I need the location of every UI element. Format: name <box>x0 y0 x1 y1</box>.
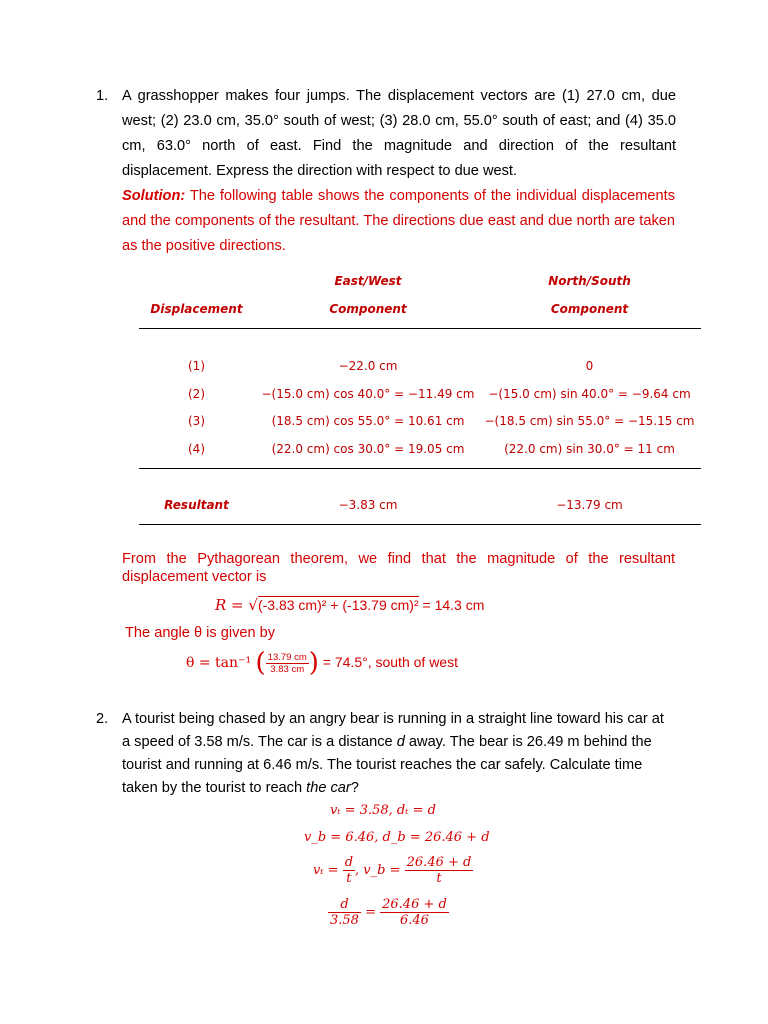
equation-tourist: vₜ = 3.58, dₜ = d <box>330 803 436 818</box>
question-text: A grasshopper makes four jumps. The displacement vectors are (1) 27.0 cm, due west; (2) 23.0 cm, 35.0° south of west; (3) 28.0 cm, 55.0° south of east; and (4) 35.0 cm, 63.0° north of east. Find the magnitude and direction of the resultant displacement. Express the direction with respect to due west. <box>122 88 676 179</box>
header-component: Component <box>329 302 407 316</box>
question-1 <box>96 84 676 184</box>
header-component: Component <box>550 302 629 316</box>
row-ew: −22.0 cm <box>338 359 398 373</box>
row-label: (4) <box>188 442 205 456</box>
question-2 <box>96 708 676 800</box>
equation-bear: v_b = 6.46, d_b = 26.46 + d <box>304 830 490 845</box>
table-rule <box>139 468 701 469</box>
solution-text: The following table shows the components of the individual displacements and the components of the resultant. The directions due east and due north are taken as the positive directions. <box>122 188 675 254</box>
radicand: (-3.83 cm)² + (-13.79 cm)² <box>257 597 419 613</box>
row-ew: (22.0 cm) cos 30.0° = 19.05 cm <box>271 442 465 456</box>
row-ew: (18.5 cm) cos 55.0° = 10.61 cm <box>271 414 465 428</box>
resultant-ns: −13.79 cm <box>556 498 623 512</box>
header-east-west: East/West <box>334 274 402 288</box>
solution-label: Solution: <box>122 188 186 204</box>
equation-velocities: vₜ = $\frac{d}{t}$ , v_b = $\frac{26.46 + d}{t}$ <box>313 855 472 886</box>
angle-text: The angle θ is given by <box>125 625 276 641</box>
solution-paragraph <box>122 184 675 259</box>
row-ns: −(18.5 cm) sin 55.0° = −15.15 cm <box>484 414 695 428</box>
magnitude-equation: R = √(-3.83 cm)² + (-13.79 cm)² = 14.3 cm <box>215 596 485 614</box>
row-ns: −(15.0 cm) sin 40.0° = −9.64 cm <box>488 387 691 401</box>
row-ns: 0 <box>585 359 594 373</box>
resultant-ew: −3.83 cm <box>338 498 398 512</box>
table-rule <box>139 328 701 329</box>
table-rule <box>139 524 701 525</box>
row-label: (1) <box>188 359 205 373</box>
row-ns: (22.0 cm) sin 30.0° = 11 cm <box>504 442 675 456</box>
resultant-label: Resultant <box>164 498 229 512</box>
angle-equation: θ = tan⁻¹ ( $\frac{13.79 cm}{3.83 cm}$ ) = 74.5°, south of west <box>186 648 458 678</box>
pythagorean-text: From the Pythagorean theorem, we find that the magnitude of the resultant displacement vector is <box>122 551 675 585</box>
row-ew: −(15.0 cm) cos 40.0° = −11.49 cm <box>261 387 475 401</box>
question-number: 1. <box>96 88 109 104</box>
row-label: (2) <box>188 387 205 401</box>
row-label: (3) <box>188 414 205 428</box>
question-number: 2. <box>96 711 109 727</box>
header-north-south: North/South <box>548 274 631 288</box>
equation-equal-times: $\frac{d}{3.58}$ = $\frac{26.46 + d}{6.46}$ <box>330 897 447 928</box>
question-text: A tourist being chased by an angry bear is running in a straight line toward his car at a speed of 3.58 m/s. The car is a distance d away. The bear is 26.49 m behind the tourist and running at 6.46 m/s. The tourist reaches the car safely. Calculate time taken by the tourist to reach the car? <box>122 711 664 796</box>
header-displacement: Displacement <box>150 302 243 316</box>
